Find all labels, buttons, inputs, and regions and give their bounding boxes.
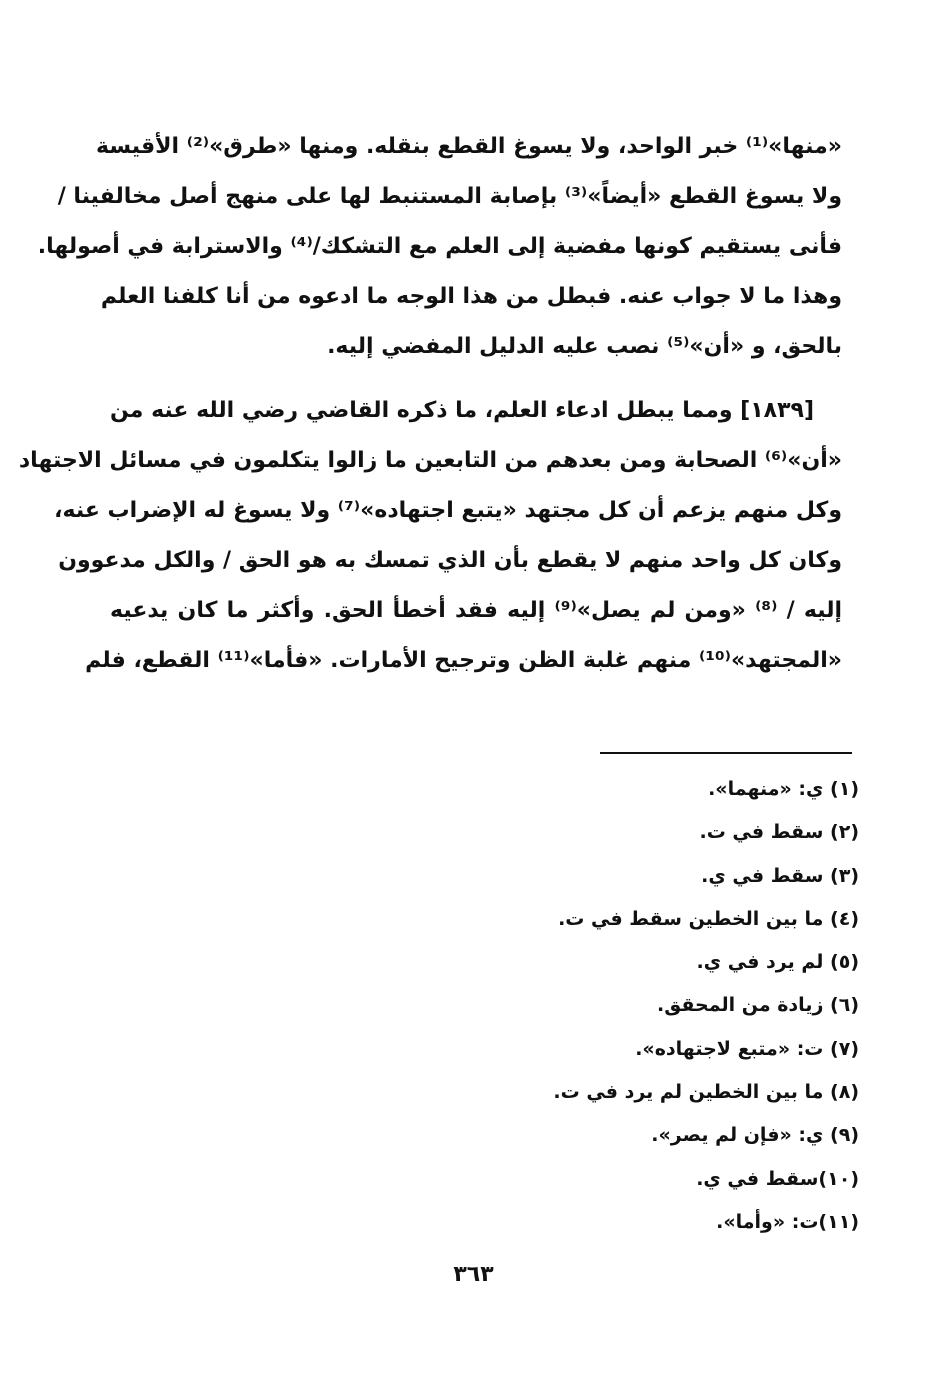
footnote-item: (٢) سقط في ت. [699, 821, 859, 844]
footnote-item: (٦) زيادة من المحقق. [657, 994, 859, 1017]
text-line: بالحق، و «أن»⁽⁵⁾ نصب عليه الدليل المفضي إليه. [327, 334, 842, 359]
footnote-item: (٨) ما بين الخطين لم يرد في ت. [553, 1081, 859, 1104]
footnote-item: (٤) ما بين الخطين سقط في ت. [558, 907, 859, 930]
footnote-item: (١٠)سقط في ي. [696, 1167, 859, 1190]
text-line: «منها»⁽¹⁾ خبر الواحد، ولا يسوغ القطع بنقله. ومنها «طرق»⁽²⁾ الأقيسة [96, 134, 842, 159]
main-text [18, 122, 843, 686]
text-line: وكل منهم يزعم أن كل مجتهد «يتبع اجتهاده»⁽⁷⁾ ولا يسوغ له الإضراب عنه، [54, 498, 842, 523]
paragraph-1 [37, 122, 842, 372]
footnote-item: (١) ي: «منهما». [708, 778, 859, 800]
text-line: «المجتهد»⁽¹⁰⁾ منهم غلبة الظن وترجيح الأمارات. «فأما»⁽¹¹⁾ القطع، فلم [85, 648, 842, 673]
footnote-item: (٩) ي: «فإن لم يصر». [651, 1124, 859, 1147]
paragraph-2 [18, 386, 843, 686]
text-line: إليه / ⁽⁸⁾ «ومن لم يصل»⁽⁹⁾ إليه فقد أخطأ الحق. وأكثر ما كان يدعيه [110, 598, 843, 623]
page-number: ٣٦٣ [453, 1262, 494, 1287]
text-line: [١٨٣٩] ومما يبطل ادعاء العلم، ما ذكره القاضي رضي الله عنه من [109, 398, 814, 423]
text-line: فأنى يستقيم كونها مفضية إلى العلم مع التشكك/⁽⁴⁾ والاسترابة في أصولها. [37, 234, 842, 259]
footnote-item: (٥) لم يرد في ي. [696, 951, 859, 974]
footnote-item: (٧) ت: «متبع لاجتهاده». [635, 1037, 859, 1060]
footnote-item: (٣) سقط في ي. [701, 864, 859, 887]
text-line: ولا يسوغ القطع «أيضاً»⁽³⁾ بإصابة المستنبط لها على منهج أصل مخالفينا / [57, 184, 842, 209]
footnotes-list [439, 768, 859, 1244]
footnote-separator [600, 752, 852, 754]
footnote-item: (١١)ت: «وأما». [716, 1210, 859, 1233]
text-line: «أن»⁽⁶⁾ الصحابة ومن بعدهم من التابعين ما زالوا يتكلمون في مسائل الاجتهاد [18, 448, 842, 473]
text-line: وهذا ما لا جواب عنه. فبطل من هذا الوجه ما ادعوه من أنا كلفنا العلم [100, 284, 842, 309]
text-line: وكان كل واحد منهم لا يقطع بأن الذي تمسك به هو الحق / والكل مدعوون [58, 548, 842, 573]
